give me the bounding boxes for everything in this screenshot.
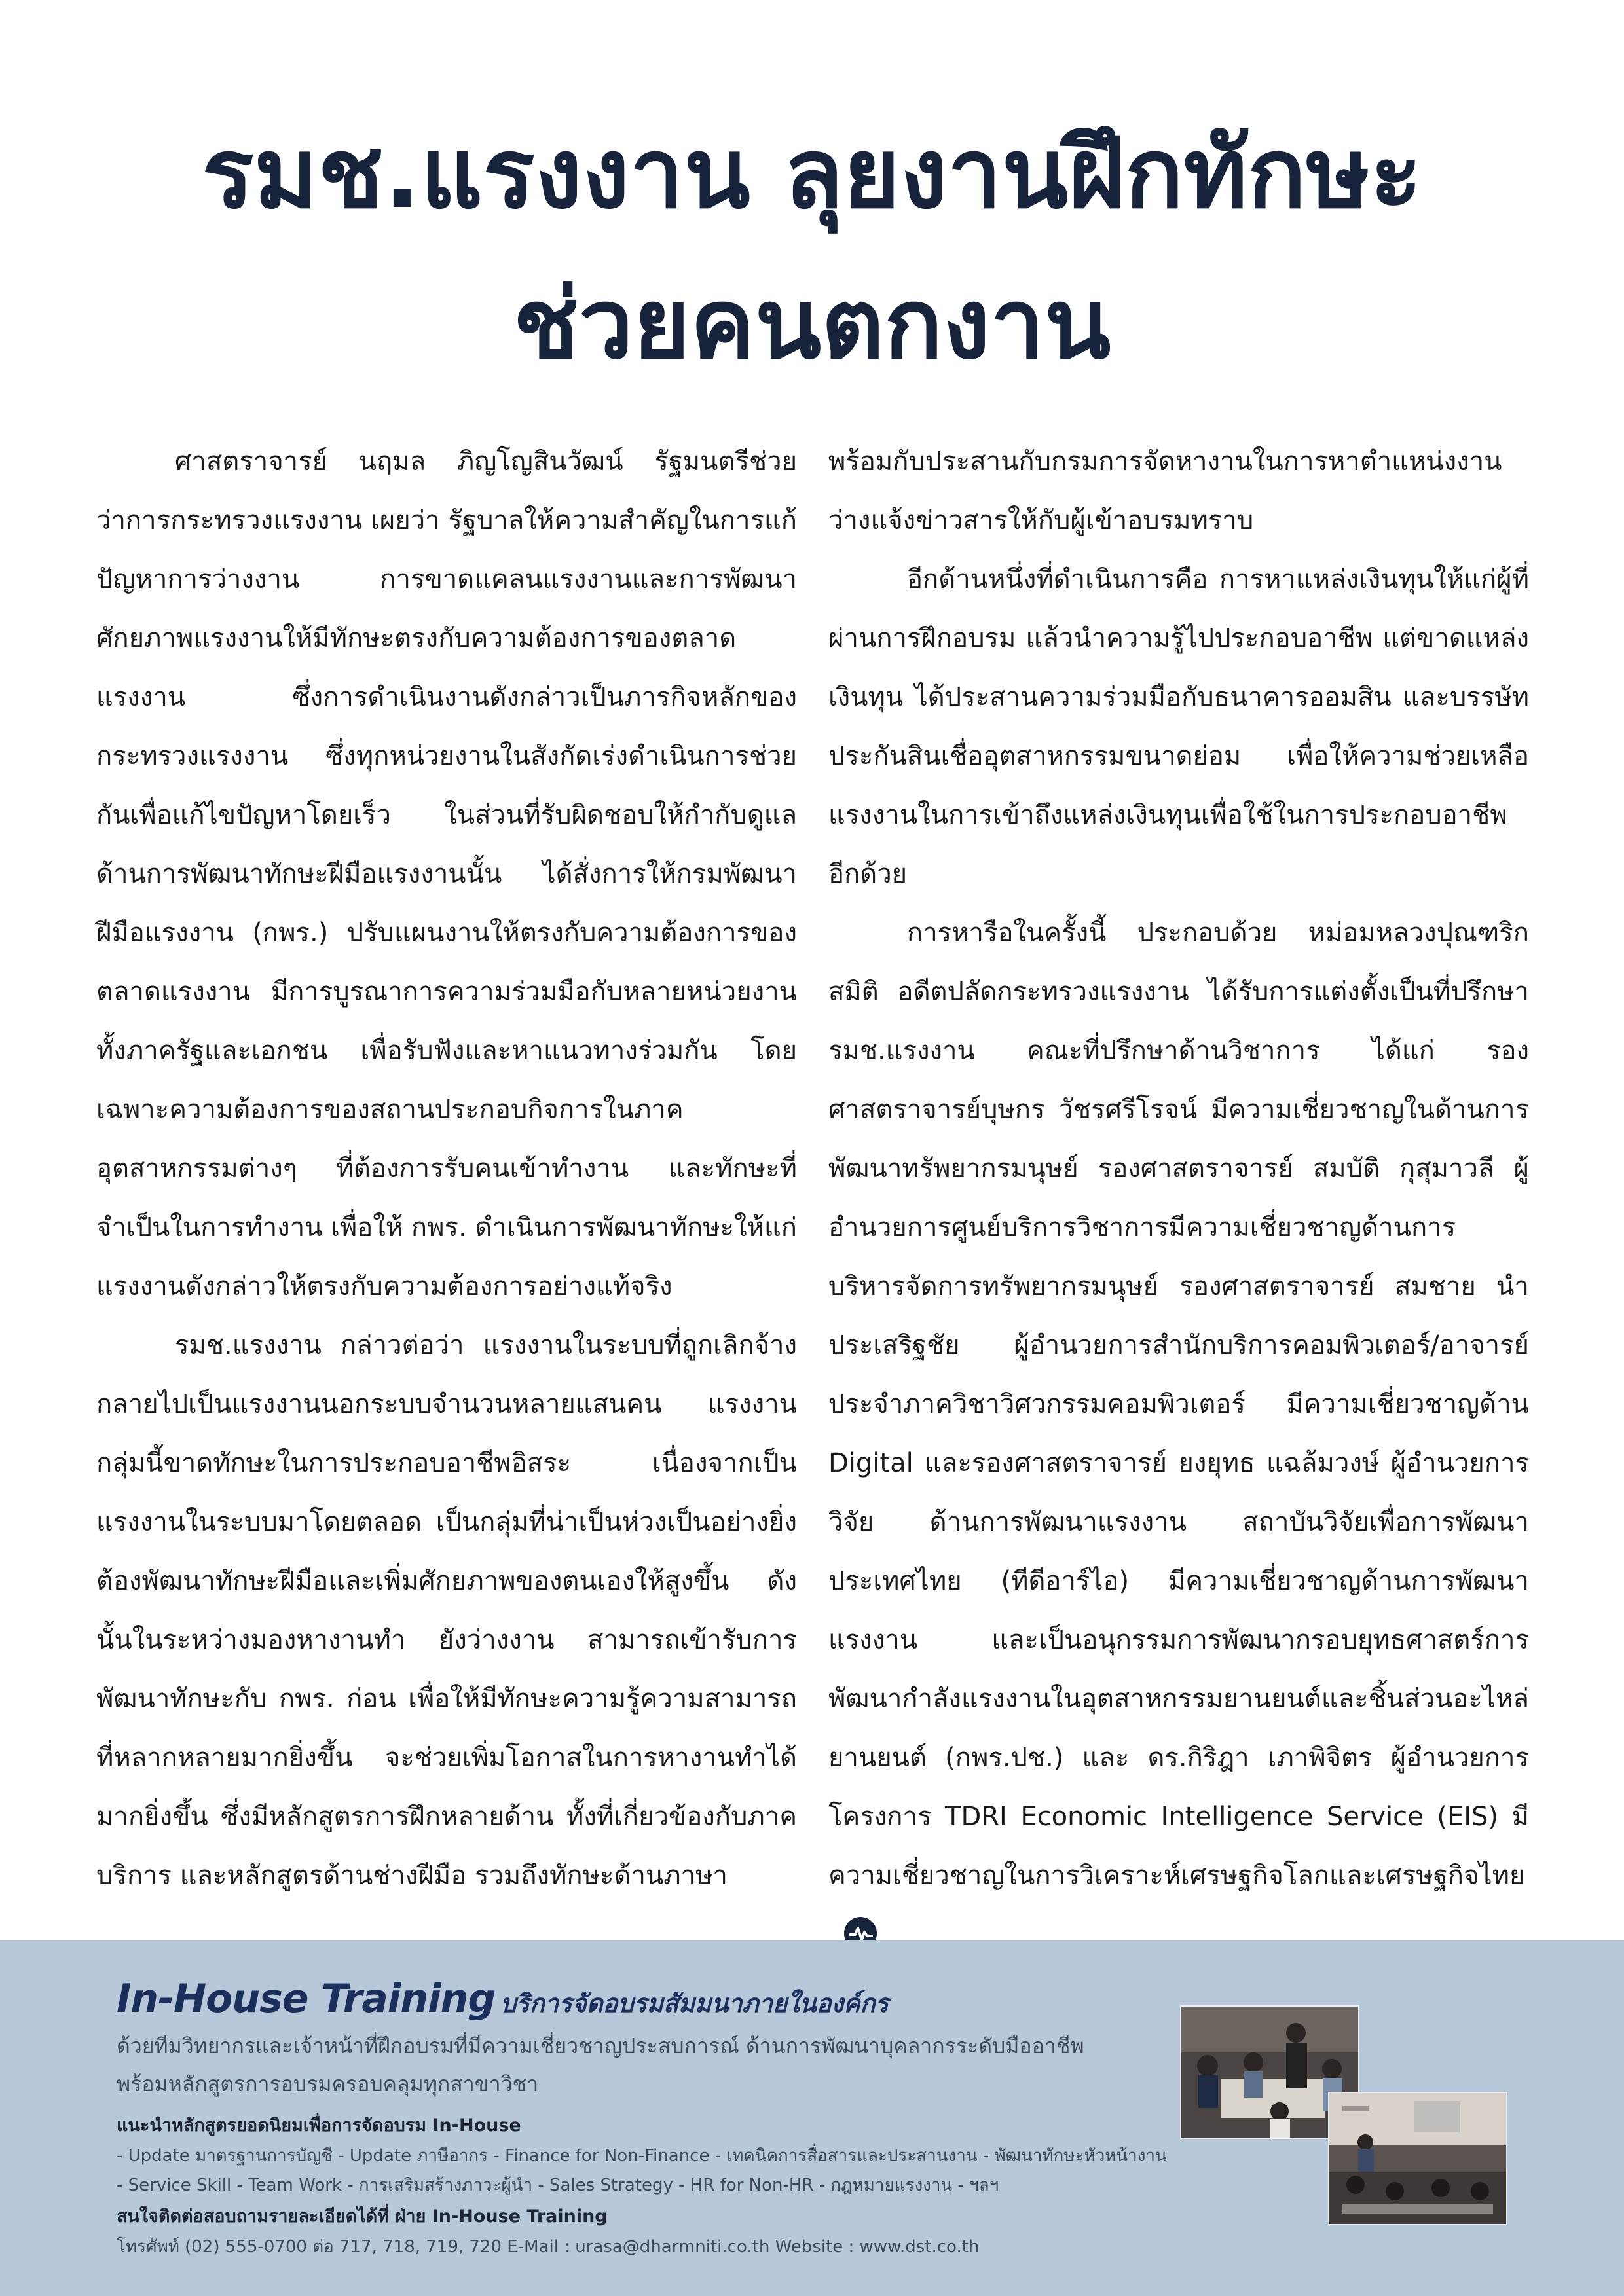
article-column-right <box>828 432 1529 1964</box>
paragraph-text: การหารือในครั้งนี้ ประกอบด้วย หม่อมหลวงปุณฑริก สมิติ อดีตปลัดกระทรวงแรงงาน ได้รับการแต่งตั้งเป็นที่ปรึกษา รมช.แรงงาน คณะที่ปรึกษาด้านวิชาการ ได้แก่ รองศาสตราจารย์บุษกร วัชรศรีโรจน์ มีความเชี่ยวชาญในด้านการพัฒนาทรัพยากรมนุษย์ รองศาสตราจารย์ สมบัติ กุสุมาวลี ผู้อำนวยการศูนย์บริการวิชาการมีความเชี่ยวชาญด้านการบริหารจัดการทรัพยากรมนุษย์ รองศาสตราจารย์ สมชาย นำประเสริฐชัย ผู้อำนวยการสำนักบริการคอมพิวเตอร์/อาจารย์ประจำภาควิชาวิศวกรรมคอมพิวเตอร์ มีความเชี่ยวชาญด้าน Digital และรองศาสตราจารย์ ยงยุทธ แฉล้มวงษ์ ผู้อำนวยการวิจัย ด้านการพัฒนาแรงงาน สถาบันวิจัยเพื่อการพัฒนาประเทศไทย (ทีดีอาร์ไอ) มีความเชี่ยวชาญด้านการพัฒนาแรงงาน และเป็นอนุกรรมการพัฒนากรอบยุทธศาสตร์การพัฒนากำลังแรงงานในอุตสาหกรรมยานยนต์และชิ้นส่วนอะไหล่ยานยนต์ (กพร.ปช.) และ ดร.กิริฎา เภาพิจิตร ผู้อำนวยการโครงการ TDRI Economic Intelligence Service (EIS) มีความเชี่ยวชาญในการวิเคราะห์เศรษฐกิจโลกและเศรษฐกิจไทย <box>828 918 1529 1891</box>
title-line-1: รมช.แรงงาน ลุยงานฝึกทักษะ <box>202 117 1422 230</box>
paragraph-final <box>828 903 1529 1964</box>
description-line-1: ด้วยทีมวิทยากรและเจ้าหน้าที่ฝึกอบรมที่มีความเชี่ยวชาญประสบการณ์ ด้านการพัฒนาบุคลากรระดับมืออาชีพ <box>117 2033 1084 2058</box>
brand-subtitle: บริการจัดอบรมสัมมนาภายในองค์กร <box>500 1989 889 2018</box>
seminar-photo <box>1328 2092 1507 2225</box>
title-line-2: ช่วยคนตกงาน <box>513 268 1111 380</box>
contact-title: สนใจติดต่อสอบถามรายละเอียดได้ที่ ฝ่าย In-House Training <box>117 2206 608 2227</box>
brand-name: In-House Training <box>117 1976 496 2022</box>
course-list-1: - Update มาตรฐานการบัญชี - Update ภาษีอากร - Finance for Non-Finance - เทคนิคการสื่อสารและประสานงาน - พัฒนาทักษะหัวหน้างาน <box>117 2146 1167 2166</box>
paragraph: พร้อมกับประสานกับกรมการจัดหางานในการหาตำแหน่งงานว่างแจ้งข่าวสารให้กับผู้เข้าอบรมทราบ <box>828 446 1502 536</box>
description-line-2: พร้อมหลักสูตรการอบรมครอบคลุมทุกสาขาวิชา <box>117 2071 539 2096</box>
brand-heading <box>117 1976 889 2023</box>
recommend-title: แนะนำหลักสูตรยอดนิยมเพื่อการจัดอบรม In-House <box>117 2115 521 2136</box>
contact-line: โทรศัพท์ (02) 555-0700 ต่อ 717, 718, 719, 720 E-Mail : urasa@dharmniti.co.th Website : www.dst.co.th <box>117 2237 980 2257</box>
paragraph: ศาสตราจารย์ นฤมล ภิญโญสินวัฒน์ รัฐมนตรีช่วยว่าการกระทรวงแรงงาน เผยว่า รัฐบาลให้ความสำคัญในการแก้ปัญหาการว่างงาน การขาดแคลนแรงงานและการพัฒนาศักยภาพแรงงานให้มีทักษะตรงกับความต้องการของตลาดแรงงาน ซึ่งการดำเนินงานดังกล่าวเป็นภารกิจหลักของกระทรวงแรงงาน ซึ่งทุกหน่วยงานในสังกัดเร่งดำเนินการช่วยกันเพื่อแก้ไขปัญหาโดยเร็ว ในส่วนที่รับผิดชอบให้กำกับดูแลด้านการพัฒนาทักษะฝีมือแรงงานนั้น ได้สั่งการให้กรมพัฒนาฝีมือแรงงาน (กพร.) ปรับแผนงานให้ตรงกับความต้องการของตลาดแรงงาน มีการบูรณาการความร่วมมือกับหลายหน่วยงาน ทั้งภาครัฐและเอกชน เพื่อรับฟังและหาแนวทางร่วมกัน โดยเฉพาะความต้องการของสถานประกอบกิจการในภาคอุตสาหกรรมต่างๆ ที่ต้องการรับคนเข้าทำงาน และทักษะที่จำเป็นในการทำงาน เพื่อให้ กพร. ดำเนินการพัฒนาทักษะให้แก่แรงงานดังกล่าวให้ตรงกับความต้องการอย่างแท้จริง <box>96 446 797 1302</box>
paragraph: อีกด้านหนึ่งที่ดำเนินการคือ การหาแหล่งเงินทุนให้แก่ผู้ที่ผ่านการฝึกอบรม แล้วนำความรู้ไปประกอบอาชีพ แต่ขาดแหล่งเงินทุน ได้ประสานความร่วมมือกับธนาคารออมสิน และบรรษัทประกันสินเชื่ออุตสาหกรรมขนาดย่อม เพื่อให้ความช่วยเหลือแรงงานในการเข้าถึงแหล่งเงินทุนเพื่อใช้ในการประกอบอาชีพอีกด้วย <box>828 564 1529 889</box>
advertisement-footer <box>0 1940 1624 2296</box>
article-column-left <box>96 432 797 1905</box>
page-title <box>65 98 1559 399</box>
paragraph: รมช.แรงงาน กล่าวต่อว่า แรงงานในระบบที่ถูกเลิกจ้างกลายไปเป็นแรงงานนอกระบบจำนวนหลายแสนคน แรงงานกลุ่มนี้ขาดทักษะในการประกอบอาชีพอิสระ เนื่องจากเป็นแรงงานในระบบมาโดยตลอด เป็นกลุ่มที่น่าเป็นห่วงเป็นอย่างยิ่ง ต้องพัฒนาทักษะฝีมือและเพิ่มศักยภาพของตนเองให้สูงขึ้น ดังนั้นในระหว่างมองหางานทำ ยังว่างงาน สามารถเข้ารับการพัฒนาทักษะกับ กพร. ก่อน เพื่อให้มีทักษะความรู้ความสามารถที่หลากหลายมากยิ่งขึ้น จะช่วยเพิ่มโอกาสในการหางานทำได้มากยิ่งขึ้น ซึ่งมีหลักสูตรการฝึกหลายด้าน ทั้งที่เกี่ยวข้องกับภาคบริการ และหลักสูตรด้านช่างฝีมือ รวมถึงทักษะด้านภาษา <box>96 1330 797 1891</box>
course-list-2: - Service Skill - Team Work - การเสริมสร้างภาวะผู้นำ - Sales Strategy - HR for Non-HR - กฎหมายแรงงาน - ฯลฯ <box>117 2176 999 2195</box>
